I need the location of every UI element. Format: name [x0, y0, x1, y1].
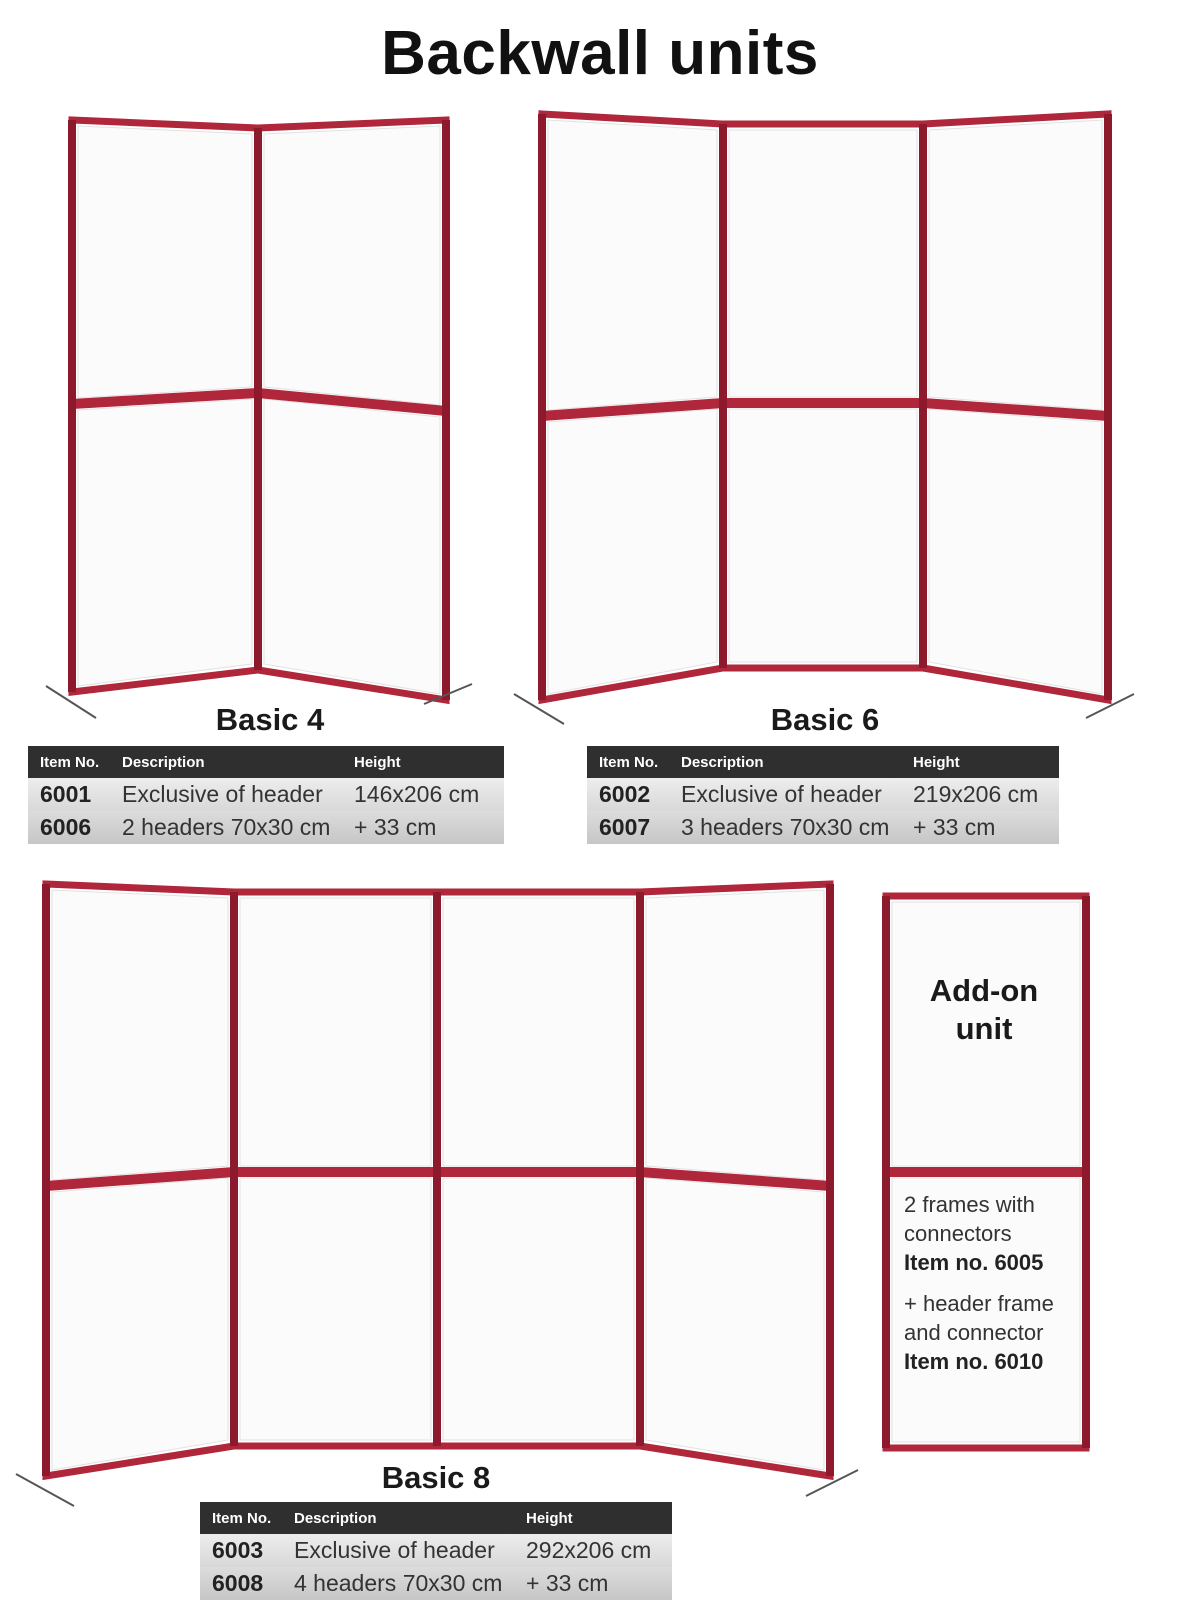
table-row	[587, 778, 1059, 811]
item-description: Exclusive of header	[282, 1534, 514, 1567]
table-row	[200, 1567, 672, 1600]
basic-8-panel-upper	[240, 898, 431, 1166]
item-description: 2 headers 70x30 cm	[110, 811, 342, 844]
basic-6-panel-upper	[929, 120, 1102, 410]
addon-item-1: Item no. 6005	[904, 1250, 1044, 1275]
spec-table-basic-8	[200, 1502, 672, 1600]
table-row	[587, 811, 1059, 844]
basic-8-panel-lower	[646, 1178, 824, 1470]
item-number: 6007	[587, 811, 669, 844]
column-header-item: Item No.	[200, 1502, 282, 1534]
column-header-description: Description	[282, 1502, 514, 1534]
basic-6-panel-lower	[929, 409, 1102, 694]
basic-6-panel-lower	[729, 409, 917, 662]
spec-table-basic-6	[587, 746, 1059, 844]
item-height: + 33 cm	[901, 811, 1059, 844]
basic-8-panel-upper	[646, 890, 824, 1180]
basic-4-panel-lower	[264, 399, 440, 694]
column-header-description: Description	[110, 746, 342, 778]
addon-desc1-line-1: 2 frames with	[904, 1192, 1035, 1217]
table-row	[28, 811, 504, 844]
column-header-height: Height	[901, 746, 1059, 778]
page-title: Backwall units	[381, 19, 819, 88]
basic-6-panel-lower	[548, 409, 717, 694]
basic-6-panel-upper	[729, 130, 917, 397]
basic-8-panel-upper	[52, 890, 228, 1180]
item-description: 4 headers 70x30 cm	[282, 1567, 514, 1600]
basic-6-panel-upper	[548, 120, 717, 410]
basic-8-panel-lower	[443, 1178, 634, 1440]
item-height: 292x206 cm	[514, 1534, 672, 1567]
addon-title-line-1: Add-on	[929, 973, 1039, 1008]
column-header-height: Height	[514, 1502, 672, 1534]
item-description: Exclusive of header	[669, 778, 901, 811]
addon-desc2-line-2: and connector	[904, 1320, 1044, 1345]
column-header-item: Item No.	[587, 746, 669, 778]
column-header-height: Height	[342, 746, 504, 778]
item-number: 6002	[587, 778, 669, 811]
item-height: 219x206 cm	[901, 778, 1059, 811]
table-row	[200, 1534, 672, 1567]
table-row	[28, 778, 504, 811]
addon-title-line-2: unit	[955, 1011, 1013, 1046]
addon-unit-title	[886, 972, 1082, 1048]
basic-4-panel-upper	[264, 126, 440, 405]
basic-4-panel-lower	[78, 399, 252, 686]
basic-8-panel-upper	[443, 898, 634, 1166]
basic-4-panel-upper	[78, 126, 252, 398]
unit-title-basic-4: Basic 4	[215, 702, 325, 737]
unit-title-basic-6: Basic 6	[770, 702, 880, 737]
addon-desc2-line-1: + header frame	[904, 1291, 1054, 1316]
addon-desc1-line-2: connectors	[904, 1221, 1012, 1246]
basic-8-panel-lower	[52, 1178, 228, 1470]
basic-8-panel-lower	[240, 1178, 431, 1440]
item-number: 6001	[28, 778, 110, 811]
item-height: + 33 cm	[342, 811, 504, 844]
column-header-item: Item No.	[28, 746, 110, 778]
item-number: 6006	[28, 811, 110, 844]
item-height: 146x206 cm	[342, 778, 504, 811]
unit-title-basic-8: Basic 8	[381, 1460, 491, 1495]
item-description: 3 headers 70x30 cm	[669, 811, 901, 844]
item-number: 6003	[200, 1534, 282, 1567]
item-height: + 33 cm	[514, 1567, 672, 1600]
item-number: 6008	[200, 1567, 282, 1600]
addon-unit-description	[904, 1190, 1084, 1376]
spec-table-basic-4	[28, 746, 504, 844]
item-description: Exclusive of header	[110, 778, 342, 811]
addon-item-2: Item no. 6010	[904, 1349, 1044, 1374]
column-header-description: Description	[669, 746, 901, 778]
